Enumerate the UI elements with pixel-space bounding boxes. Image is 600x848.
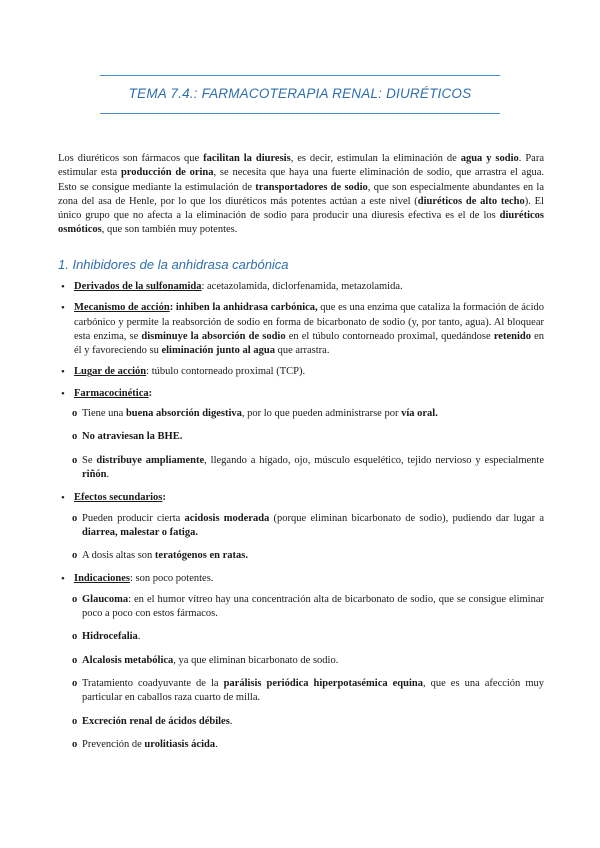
sub-item: o No atraviesan la BHE. xyxy=(72,430,544,444)
sub-item: o Hidrocefalia. xyxy=(72,630,544,644)
sub-bullet-icon: o xyxy=(72,738,78,750)
section-heading: 1. Inhibidores de la anhidrasa carbónica xyxy=(58,257,289,272)
list-item-mecanismo: • Mecanismo de acción: inhiben la anhidrasa carbónica, que es una enzima que cataliza la formación de ácido carbónico y permite la reabsorción de sodio en forma de bicarbonato de sodio (y, por tanto, agua). Al bloquear esta enzima, se disminuye la absorción de sodio en el túbulo contorneado proximal, quedándose retenido en él y favoreciendo su eliminación junto al agua que arrastra. xyxy=(61,302,545,357)
sub-bullet-icon: o xyxy=(72,512,78,524)
sub-list xyxy=(72,407,544,482)
bullet-icon: • xyxy=(61,573,65,586)
sub-bullet-icon: o xyxy=(72,550,78,562)
list-item-derivados: • Derivados de la sulfonamida: acetazolamida, diclorfenamida, metazolamida. xyxy=(61,281,403,293)
title-rule-bottom xyxy=(100,113,500,114)
sub-item: o Tratamiento coadyuvante de la parálisis periódica hiperpotasémica equina, que es una afección muy particular en caballos raza cuarto de milla. xyxy=(72,677,544,704)
list-item-indicaciones: • Indicaciones: son poco potentes. o Glaucoma: en el humor vítreo hay una concentración alta de bicarbonato de sodio, que se consigue eliminar poco a poco con estos fármacos. o Hidrocefalia. o Alcalosis metabólica, ya que eliminan bicarbonato de sodio. o Tratamiento coadyuvante de la parálisis periódica hiperpotasémica equina, que es una afección muy particular en caballos raza cuarto de milla. o Excreción renal de ácidos débiles. o Prevención de urolitiasis ácida. xyxy=(58,572,544,752)
sub-item: o Tiene una buena absorción digestiva, por lo que pueden administrarse por vía oral. xyxy=(72,407,544,421)
sub-list xyxy=(72,512,544,564)
sub-bullet-icon: o xyxy=(72,454,78,466)
sub-bullet-icon: o xyxy=(72,715,78,727)
sub-item: o Pueden producir cierta acidosis moderada (porque eliminan bicarbonato de sodio), pudiendo dar lugar a diarrea, malestar o fatiga. xyxy=(72,512,545,538)
sub-list xyxy=(72,593,544,752)
sub-item: o Glaucoma: en el humor vítreo hay una concentración alta de bicarbonato de sodio, que se consigue eliminar poco a poco con estos fármacos. xyxy=(72,593,544,620)
sub-item: o Prevención de urolitiasis ácida. xyxy=(72,738,544,752)
sub-item: o Excreción renal de ácidos débiles. xyxy=(72,715,544,729)
sub-item: o Alcalosis metabólica, ya que eliminan bicarbonato de sodio. xyxy=(72,654,544,668)
sub-item: o A dosis altas son teratógenos en ratas. xyxy=(72,549,544,563)
sub-bullet-icon: o xyxy=(72,677,78,689)
intro-paragraph: Los diuréticos son fármacos que facilitan la diuresis, es decir, estimulan la eliminación de agua y sodio. Para estimular esta producción de orina, se necesita que haya una fuerte eliminación de sodio, que arrastra el agua. Esto se consigue mediante la estimulación de transportadores de sodio, que son especialmente abundantes en la zona del asa de Henle, por lo que los diuréticos más potentes actúan a este nivel (diuréticos de alto techo). El único grupo que no afecta a la eliminación de sodio para producir una diuresis efectiva es el de los diuréticos osmóticos, que son también muy potentes. xyxy=(58,153,544,236)
sub-bullet-icon: o xyxy=(72,431,78,443)
section-bullet-list xyxy=(58,280,544,761)
page-title: TEMA 7.4.: FARMACOTERAPIA RENAL: DIURÉTICOS xyxy=(128,86,472,101)
bullet-icon: • xyxy=(61,492,65,505)
sub-bullet-icon: o xyxy=(72,408,78,420)
sub-bullet-icon: o xyxy=(72,654,78,666)
bullet-icon: • xyxy=(61,366,65,379)
title-rule-top xyxy=(100,75,500,76)
list-item-farmacocinetica: • Farmacocinética: o Tiene una buena absorción digestiva, por lo que pueden administrarse por vía oral. o No atraviesan la BHE. o Se distribuye ampliamente, llegando a hígado, ojo, músculo esquelético, tejido nervioso y especialmente riñón. xyxy=(58,387,544,482)
list-item-lugar: • Lugar de acción: túbulo contorneado proximal (TCP). xyxy=(61,366,306,379)
sub-item: o Se distribuye ampliamente, llegando a hígado, ojo, músculo esquelético, tejido nervioso y especialmente riñón. xyxy=(72,454,544,480)
bullet-icon: • xyxy=(61,281,65,293)
list-item-efectos: • Efectos secundarios: o Pueden producir cierta acidosis moderada (porque eliminan bicarbonato de sodio), pudiendo dar lugar a diarrea, malestar o fatiga. o A dosis altas son teratógenos en ratas. xyxy=(58,491,544,563)
bullet-icon: • xyxy=(61,302,65,315)
sub-bullet-icon: o xyxy=(72,593,78,605)
sub-bullet-icon: o xyxy=(72,631,78,643)
bullet-icon: • xyxy=(61,387,65,400)
